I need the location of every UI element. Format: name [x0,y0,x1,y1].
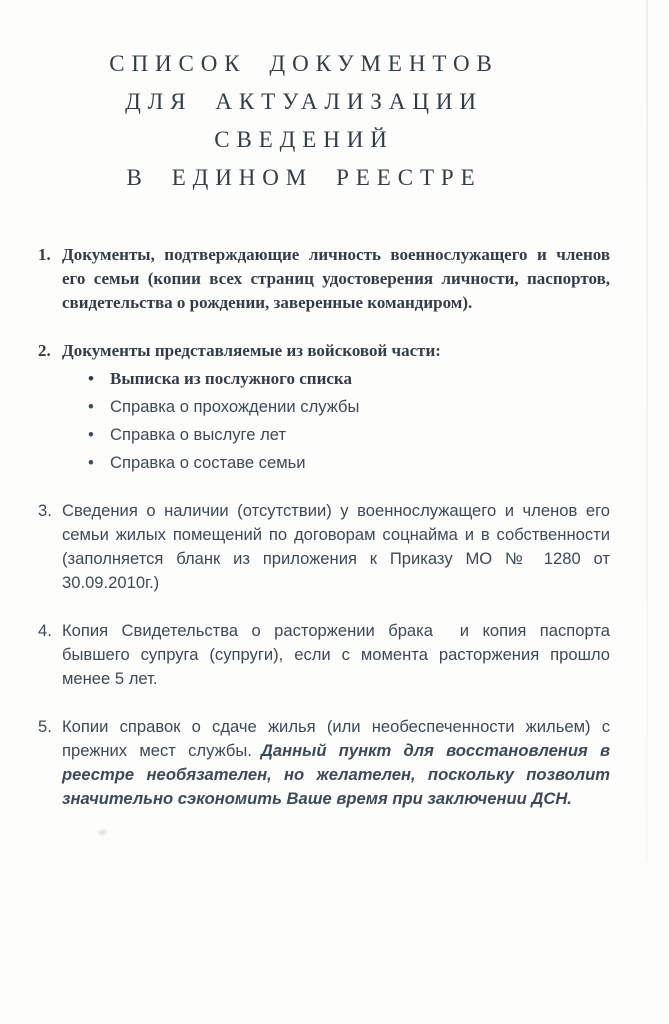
bullet-text: Справка о прохождении службы [110,397,360,416]
bullet-text: Выписка из послужного списка [110,369,352,388]
list-item-1 [38,243,610,315]
scan-edge-artifact [646,0,648,860]
item-text-normal: Копии справок о сдаче жилья (или необеспеченности жильем) с прежних мест службы. [62,717,610,760]
list-item-2 [38,339,610,475]
bullet-text: Справка о выслуге лет [110,425,287,444]
bullet-icon: • [88,369,94,388]
bullet-item [62,451,610,475]
bullet-list [62,367,610,475]
item-text: Документы представляемые из войсковой части: [62,341,441,360]
list-item-3 [38,499,610,595]
item-number: 3. [38,501,52,520]
item-text: Документы, подтверждающие личность военнослужащего и членов его семьи (копии всех страниц удостоверения личности, паспортов, свидетельства о рождении, заверенные командиром). [62,245,610,312]
item-number: 2. [38,341,51,360]
list-item-4 [38,619,610,691]
bullet-icon: • [88,397,94,416]
item-number: 1. [38,245,51,264]
scan-smudge [97,828,108,837]
title-line-3: В ЕДИНОМ РЕЕСТРЕ [126,165,482,190]
bullet-item [62,367,610,391]
item-text [62,715,610,811]
bullet-icon: • [88,453,94,472]
bullet-text: Справка о составе семьи [110,453,306,472]
title-line-2: ДЛЯ АКТУАЛИЗАЦИИ СВЕДЕНИЙ [125,89,483,152]
bullet-icon: • [88,425,94,444]
bullet-item [62,395,610,419]
list-item-5 [38,715,610,811]
item-number: 5. [38,717,52,736]
bullet-item [62,423,610,447]
item-text-emphasis: Данный пункт для восстановления в реестре необязателен, но желателен, поскольку позволит значительно сэкономить Ваше время при заключении ДСН. [62,741,610,808]
document-body [38,243,610,811]
item-text: Сведения о наличии (отсутствии) у военнослужащего и членов его семьи жилых помещений по договорам соцнайма и в собственности (заполняется бланк из приложения к Приказу МО № 1280 от 30.09.2010г.) [62,501,610,592]
title-line-1: СПИСОК ДОКУМЕНТОВ [109,51,499,76]
item-number: 4. [38,621,52,640]
item-text: Копия Свидетельства о расторжении брака и копия паспорта бывшего супруга (супруги), если с момента расторжения прошло менее 5 лет. [62,621,610,688]
document-title [38,45,610,197]
